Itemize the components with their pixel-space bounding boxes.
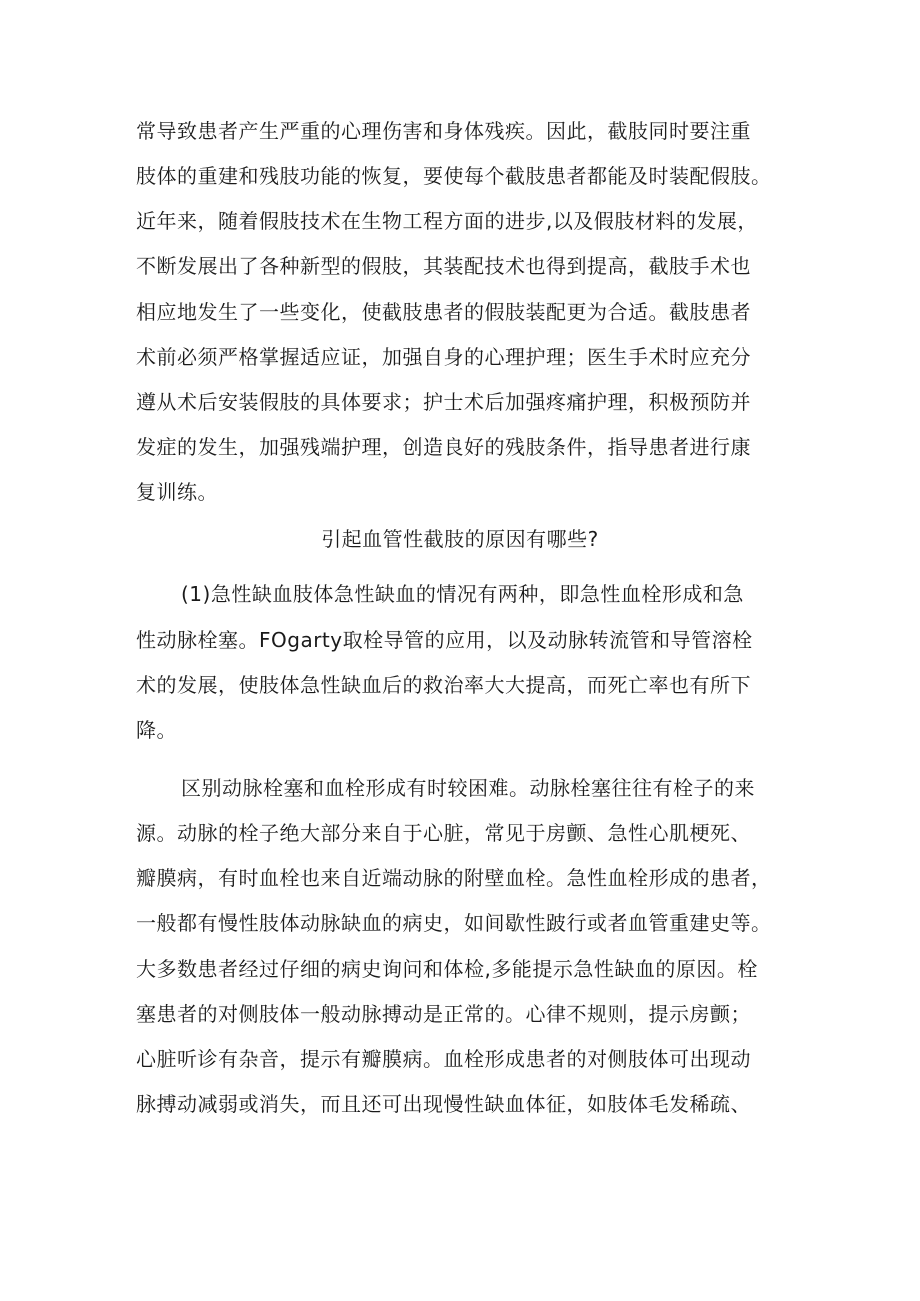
paragraph-line: 脉搏动减弱或消失，而且还可出现慢性缺血体征，如肢体毛发稀疏、	[136, 1092, 751, 1116]
paragraph-line: 复训练。	[136, 480, 218, 504]
paragraph-line: 常导致患者产生严重的心理伤害和身体残疾。因此，截肢同时要注重	[136, 119, 751, 143]
paragraph-line: 术前必须严格掌握适应证，加强自身的心理护理；医生手术时应充分	[136, 345, 751, 369]
paragraph-line: 性动脉栓塞。FOgarty取栓导管的应用，以及动脉转流管和导管溶栓	[136, 628, 753, 652]
paragraph-line: 近年来，随着假肢技术在生物工程方面的进步,以及假肢材料的发展，	[136, 209, 758, 233]
paragraph-line: 一般都有慢性肢体动脉缺血的病史，如间歇性跛行或者血管重建史等。	[136, 911, 772, 935]
paragraph-line: (1)急性缺血肢体急性缺血的情况有两种，即急性血栓形成和急	[181, 582, 744, 606]
paragraph-line: 相应地发生了一些变化，使截肢患者的假肢装配更为合适。截肢患者	[136, 300, 751, 324]
paragraph-line: 源。动脉的栓子绝大部分来自于心脏，常见于房颤、急性心肌梗死、	[136, 821, 751, 845]
paragraph-line: 不断发展出了各种新型的假肢，其装配技术也得到提高，截肢手术也	[136, 254, 751, 278]
paragraph-line: 瓣膜病，有时血栓也来自近端动脉的附壁血栓。急性血栓形成的患者，	[136, 866, 772, 890]
paragraph-line: 大多数患者经过仔细的病史询问和体检,多能提示急性缺血的原因。栓	[136, 957, 758, 981]
paragraph-line: 塞患者的对侧肢体一般动脉搏动是正常的。心律不规则，提示房颤；	[136, 1002, 751, 1026]
paragraph-line: 术的发展，使肢体急性缺血后的救治率大大提高，而死亡率也有所下	[136, 673, 751, 697]
paragraph-line: 肢体的重建和残肢功能的恢复，要使每个截肢患者都能及时装配假肢。	[136, 164, 772, 188]
section-heading: 引起血管性截肢的原因有哪些?	[321, 527, 599, 551]
paragraph-line: 发症的发生，加强残端护理，创造良好的残肢条件，指导患者进行康	[136, 435, 751, 459]
paragraph-line: 遵从术后安装假肢的具体要求；护士术后加强疼痛护理，积极预防并	[136, 390, 751, 414]
paragraph-line: 心脏听诊有杂音，提示有瓣膜病。血栓形成患者的对侧肢体可出现动	[136, 1047, 751, 1071]
paragraph-line: 区别动脉栓塞和血栓形成有时较困难。动脉栓塞往往有栓子的来	[181, 776, 755, 800]
paragraph-line: 降。	[136, 718, 177, 742]
